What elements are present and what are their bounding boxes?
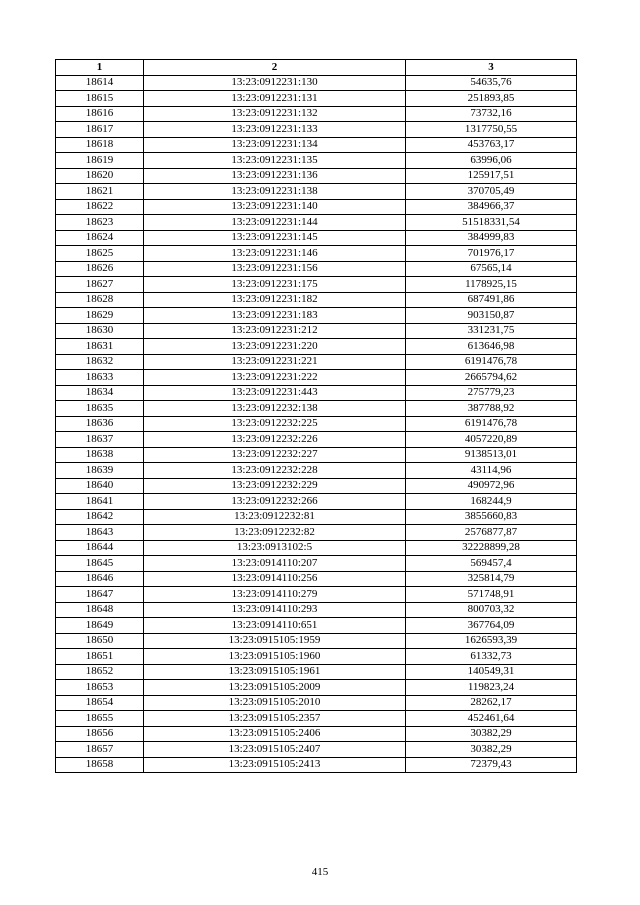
row-number-cell: 18638 [56, 447, 144, 463]
row-number-cell: 18653 [56, 680, 144, 696]
cadastral-number-cell: 13:23:0915105:1959 [144, 633, 406, 649]
cadastral-number-cell: 13:23:0912231:222 [144, 370, 406, 386]
cadastral-number-cell: 13:23:0912231:183 [144, 308, 406, 324]
row-number-cell: 18642 [56, 509, 144, 525]
table-row [56, 618, 577, 634]
value-cell: 4057220,89 [406, 432, 577, 448]
value-cell: 490972,96 [406, 478, 577, 494]
row-number-cell: 18637 [56, 432, 144, 448]
value-cell: 32228899,28 [406, 540, 577, 556]
table-row [56, 153, 577, 169]
row-number-cell: 18621 [56, 184, 144, 200]
row-number-cell: 18623 [56, 215, 144, 231]
cadastral-number-cell: 13:23:0912232:138 [144, 401, 406, 417]
cadastral-number-cell: 13:23:0912232:227 [144, 447, 406, 463]
cadastral-number-cell: 13:23:0914110:256 [144, 571, 406, 587]
row-number-cell: 18618 [56, 137, 144, 153]
value-cell: 30382,29 [406, 726, 577, 742]
table-row [56, 711, 577, 727]
column-header-2: 2 [144, 60, 406, 76]
cadastral-number-cell: 13:23:0912231:144 [144, 215, 406, 231]
cadastral-number-cell: 13:23:0912231:220 [144, 339, 406, 355]
table-row [56, 122, 577, 138]
table-row [56, 308, 577, 324]
cadastral-number-cell: 13:23:0912231:131 [144, 91, 406, 107]
value-cell: 387788,92 [406, 401, 577, 417]
row-number-cell: 18634 [56, 385, 144, 401]
row-number-cell: 18645 [56, 556, 144, 572]
row-number-cell: 18627 [56, 277, 144, 293]
value-cell: 119823,24 [406, 680, 577, 696]
cadastral-number-cell: 13:23:0912232:225 [144, 416, 406, 432]
row-number-cell: 18648 [56, 602, 144, 618]
row-number-cell: 18644 [56, 540, 144, 556]
cadastral-number-cell: 13:23:0912231:136 [144, 168, 406, 184]
table-row [56, 525, 577, 541]
row-number-cell: 18625 [56, 246, 144, 262]
value-cell: 125917,51 [406, 168, 577, 184]
cadastral-number-cell: 13:23:0914110:279 [144, 587, 406, 603]
row-number-cell: 18617 [56, 122, 144, 138]
table-row [56, 401, 577, 417]
row-number-cell: 18647 [56, 587, 144, 603]
table-row [56, 478, 577, 494]
row-number-cell: 18629 [56, 308, 144, 324]
value-cell: 571748,91 [406, 587, 577, 603]
value-cell: 370705,49 [406, 184, 577, 200]
row-number-cell: 18624 [56, 230, 144, 246]
value-cell: 687491,86 [406, 292, 577, 308]
table-row [56, 742, 577, 758]
cadastral-number-cell: 13:23:0912232:229 [144, 478, 406, 494]
cadastral-number-cell: 13:23:0914110:293 [144, 602, 406, 618]
cadastral-number-cell: 13:23:0915105:2357 [144, 711, 406, 727]
table-header-row [56, 60, 577, 76]
value-cell: 384966,37 [406, 199, 577, 215]
data-table [55, 59, 577, 773]
value-cell: 251893,85 [406, 91, 577, 107]
table-row [56, 230, 577, 246]
table-row [56, 726, 577, 742]
row-number-cell: 18631 [56, 339, 144, 355]
table-row [56, 633, 577, 649]
table-row [56, 571, 577, 587]
cadastral-number-cell: 13:23:0912231:443 [144, 385, 406, 401]
cadastral-number-cell: 13:23:0915105:1961 [144, 664, 406, 680]
row-number-cell: 18655 [56, 711, 144, 727]
row-number-cell: 18639 [56, 463, 144, 479]
cadastral-number-cell: 13:23:0912232:226 [144, 432, 406, 448]
value-cell: 384999,83 [406, 230, 577, 246]
row-number-cell: 18614 [56, 75, 144, 91]
value-cell: 28262,17 [406, 695, 577, 711]
table-row [56, 75, 577, 91]
value-cell: 73732,16 [406, 106, 577, 122]
row-number-cell: 18651 [56, 649, 144, 665]
row-number-cell: 18622 [56, 199, 144, 215]
row-number-cell: 18635 [56, 401, 144, 417]
row-number-cell: 18630 [56, 323, 144, 339]
value-cell: 63996,06 [406, 153, 577, 169]
row-number-cell: 18654 [56, 695, 144, 711]
row-number-cell: 18652 [56, 664, 144, 680]
row-number-cell: 18657 [56, 742, 144, 758]
table-row [56, 91, 577, 107]
row-number-cell: 18650 [56, 633, 144, 649]
value-cell: 3855660,83 [406, 509, 577, 525]
table-row [56, 292, 577, 308]
row-number-cell: 18632 [56, 354, 144, 370]
value-cell: 1178925,15 [406, 277, 577, 293]
value-cell: 452461,64 [406, 711, 577, 727]
row-number-cell: 18626 [56, 261, 144, 277]
value-cell: 9138513,01 [406, 447, 577, 463]
value-cell: 72379,43 [406, 757, 577, 773]
value-cell: 2576877,87 [406, 525, 577, 541]
table-row [56, 199, 577, 215]
table-row [56, 757, 577, 773]
cadastral-number-cell: 13:23:0912231:133 [144, 122, 406, 138]
table-row [56, 277, 577, 293]
row-number-cell: 18643 [56, 525, 144, 541]
table-row [56, 323, 577, 339]
table-row [56, 587, 577, 603]
cadastral-number-cell: 13:23:0912231:156 [144, 261, 406, 277]
table-row [56, 695, 577, 711]
row-number-cell: 18619 [56, 153, 144, 169]
value-cell: 569457,4 [406, 556, 577, 572]
cadastral-number-cell: 13:23:0914110:207 [144, 556, 406, 572]
value-cell: 6191476,78 [406, 354, 577, 370]
table-body [56, 75, 577, 773]
value-cell: 168244,9 [406, 494, 577, 510]
value-cell: 903150,87 [406, 308, 577, 324]
table-row [56, 339, 577, 355]
row-number-cell: 18620 [56, 168, 144, 184]
cadastral-number-cell: 13:23:0912231:212 [144, 323, 406, 339]
row-number-cell: 18615 [56, 91, 144, 107]
table-row [56, 680, 577, 696]
cadastral-number-cell: 13:23:0915105:2413 [144, 757, 406, 773]
table-row [56, 246, 577, 262]
table-row [56, 602, 577, 618]
row-number-cell: 18646 [56, 571, 144, 587]
value-cell: 325814,79 [406, 571, 577, 587]
value-cell: 800703,32 [406, 602, 577, 618]
row-number-cell: 18628 [56, 292, 144, 308]
value-cell: 54635,76 [406, 75, 577, 91]
cadastral-number-cell: 13:23:0912232:82 [144, 525, 406, 541]
row-number-cell: 18641 [56, 494, 144, 510]
table-row [56, 649, 577, 665]
table-row [56, 416, 577, 432]
value-cell: 6191476,78 [406, 416, 577, 432]
cadastral-number-cell: 13:23:0912231:138 [144, 184, 406, 200]
value-cell: 331231,75 [406, 323, 577, 339]
row-number-cell: 18640 [56, 478, 144, 494]
value-cell: 43114,96 [406, 463, 577, 479]
cadastral-number-cell: 13:23:0915105:2407 [144, 742, 406, 758]
value-cell: 1626593,39 [406, 633, 577, 649]
value-cell: 51518331,54 [406, 215, 577, 231]
cadastral-number-cell: 13:23:0912232:81 [144, 509, 406, 525]
page-number: 415 [311, 866, 329, 878]
table-row [56, 447, 577, 463]
cadastral-number-cell: 13:23:0915105:2406 [144, 726, 406, 742]
value-cell: 1317750,55 [406, 122, 577, 138]
table-row [56, 494, 577, 510]
cadastral-number-cell: 13:23:0912232:228 [144, 463, 406, 479]
table-row [56, 168, 577, 184]
table-row [56, 261, 577, 277]
table-row [56, 556, 577, 572]
row-number-cell: 18658 [56, 757, 144, 773]
value-cell: 140549,31 [406, 664, 577, 680]
table-row [56, 354, 577, 370]
cadastral-number-cell: 13:23:0912231:140 [144, 199, 406, 215]
value-cell: 701976,17 [406, 246, 577, 262]
table-row [56, 540, 577, 556]
cadastral-number-cell: 13:23:0912231:221 [144, 354, 406, 370]
table-row [56, 106, 577, 122]
cadastral-number-cell: 13:23:0912231:135 [144, 153, 406, 169]
cadastral-number-cell: 13:23:0912232:266 [144, 494, 406, 510]
cadastral-number-cell: 13:23:0914110:651 [144, 618, 406, 634]
table-row [56, 664, 577, 680]
cadastral-number-cell: 13:23:0912231:132 [144, 106, 406, 122]
column-header-1: 1 [56, 60, 144, 76]
row-number-cell: 18616 [56, 106, 144, 122]
value-cell: 453763,17 [406, 137, 577, 153]
table-row [56, 432, 577, 448]
row-number-cell: 18649 [56, 618, 144, 634]
row-number-cell: 18633 [56, 370, 144, 386]
table-row [56, 385, 577, 401]
value-cell: 61332,73 [406, 649, 577, 665]
table-row [56, 215, 577, 231]
table-row [56, 370, 577, 386]
cadastral-number-cell: 13:23:0912231:146 [144, 246, 406, 262]
value-cell: 67565,14 [406, 261, 577, 277]
value-cell: 30382,29 [406, 742, 577, 758]
table-row [56, 184, 577, 200]
value-cell: 367764,09 [406, 618, 577, 634]
column-header-3: 3 [406, 60, 577, 76]
cadastral-number-cell: 13:23:0912231:182 [144, 292, 406, 308]
value-cell: 613646,98 [406, 339, 577, 355]
table-row [56, 463, 577, 479]
cadastral-number-cell: 13:23:0915105:2010 [144, 695, 406, 711]
value-cell: 2665794,62 [406, 370, 577, 386]
row-number-cell: 18636 [56, 416, 144, 432]
cadastral-number-cell: 13:23:0912231:130 [144, 75, 406, 91]
table-row [56, 509, 577, 525]
cadastral-number-cell: 13:23:0912231:145 [144, 230, 406, 246]
value-cell: 275779,23 [406, 385, 577, 401]
row-number-cell: 18656 [56, 726, 144, 742]
cadastral-number-cell: 13:23:0912231:175 [144, 277, 406, 293]
table-row [56, 137, 577, 153]
cadastral-number-cell: 13:23:0912231:134 [144, 137, 406, 153]
cadastral-number-cell: 13:23:0913102:5 [144, 540, 406, 556]
cadastral-number-cell: 13:23:0915105:2009 [144, 680, 406, 696]
cadastral-number-cell: 13:23:0915105:1960 [144, 649, 406, 665]
